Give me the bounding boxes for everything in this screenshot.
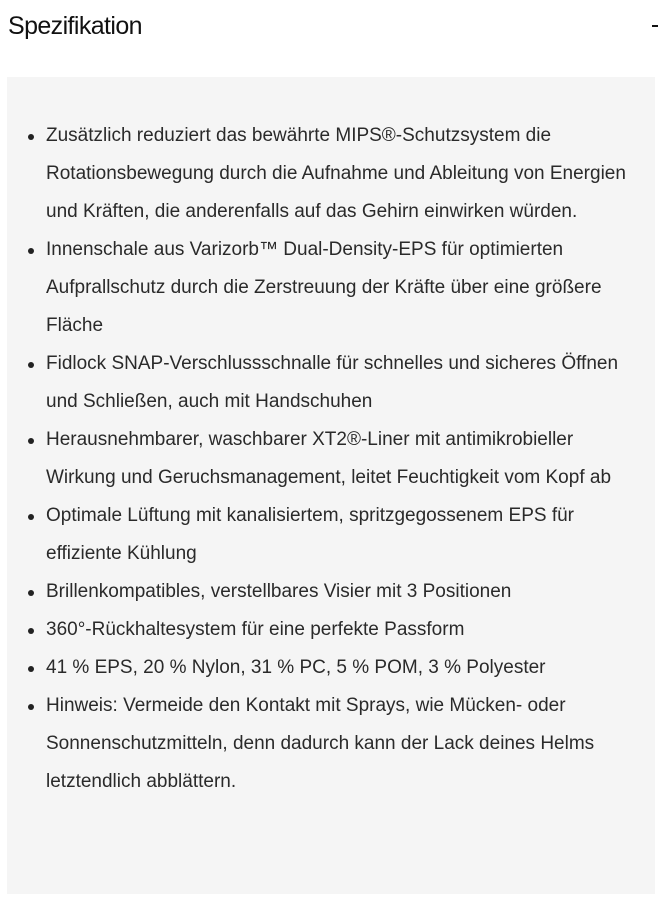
spec-header[interactable] — [0, 0, 658, 56]
spec-item-ventilation — [7, 497, 647, 573]
spec-item-liner — [7, 421, 647, 497]
spec-item-text: 360°-Rückhaltesystem für eine perfekte Passform — [46, 619, 465, 640]
collapse-toggle[interactable] — [644, 13, 658, 39]
spec-item-text: Hinweis: Vermeide den Kontakt mit Sprays, wie Mücken- oder Sonnenschutzmitteln, denn dadurch kann der Lack deines Helms letztendlich abblättern. — [46, 695, 595, 792]
bullet-icon — [28, 134, 34, 140]
spec-item-materials — [7, 649, 647, 687]
spec-item-text: Optimale Lüftung mit kanalisiertem, spritzgegossenem EPS für effiziente Kühlung — [46, 505, 575, 564]
bullet-icon — [28, 666, 34, 672]
bullet-icon — [28, 248, 34, 254]
bullet-icon — [28, 514, 34, 520]
spec-list — [7, 117, 647, 801]
bullet-icon — [28, 362, 34, 368]
section-title: Spezifikation — [8, 11, 142, 40]
spec-panel — [7, 77, 655, 894]
spec-item-note — [7, 687, 647, 801]
bullet-icon — [28, 628, 34, 634]
spec-item-retention — [7, 611, 647, 649]
spec-item-text: Zusätzlich reduziert das bewährte MIPS®-Schutzsystem die Rotationsbewegung durch die Aufnahme und Ableitung von Energien und Kräften, die anderenfalls auf das Gehirn einwirken würden. — [46, 125, 626, 222]
bullet-icon — [28, 704, 34, 710]
spec-item-text: Herausnehmbarer, waschbarer XT2®-Liner mit antimikrobieller Wirkung und Geruchsmanagement, leitet Feuchtigkeit vom Kopf ab — [46, 429, 612, 488]
bullet-icon — [28, 590, 34, 596]
bullet-icon — [28, 438, 34, 444]
spec-item-mips — [7, 117, 647, 231]
spec-item-text: Innenschale aus Varizorb™ Dual-Density-EPS für optimierten Aufprallschutz durch die Zerstreuung der Kräfte über eine größere Fläche — [46, 239, 602, 336]
minus-icon — [652, 25, 658, 27]
spec-item-text: 41 % EPS, 20 % Nylon, 31 % PC, 5 % POM, 3 % Polyester — [46, 657, 546, 678]
spec-item-inner-shell — [7, 231, 647, 345]
spec-item-text: Fidlock SNAP-Verschlussschnalle für schnelles und sicheres Öffnen und Schließen, auch mit Handschuhen — [46, 353, 619, 412]
spec-item-visor — [7, 573, 647, 611]
spec-item-text: Brillenkompatibles, verstellbares Visier mit 3 Positionen — [46, 581, 512, 602]
spec-item-buckle — [7, 345, 647, 421]
